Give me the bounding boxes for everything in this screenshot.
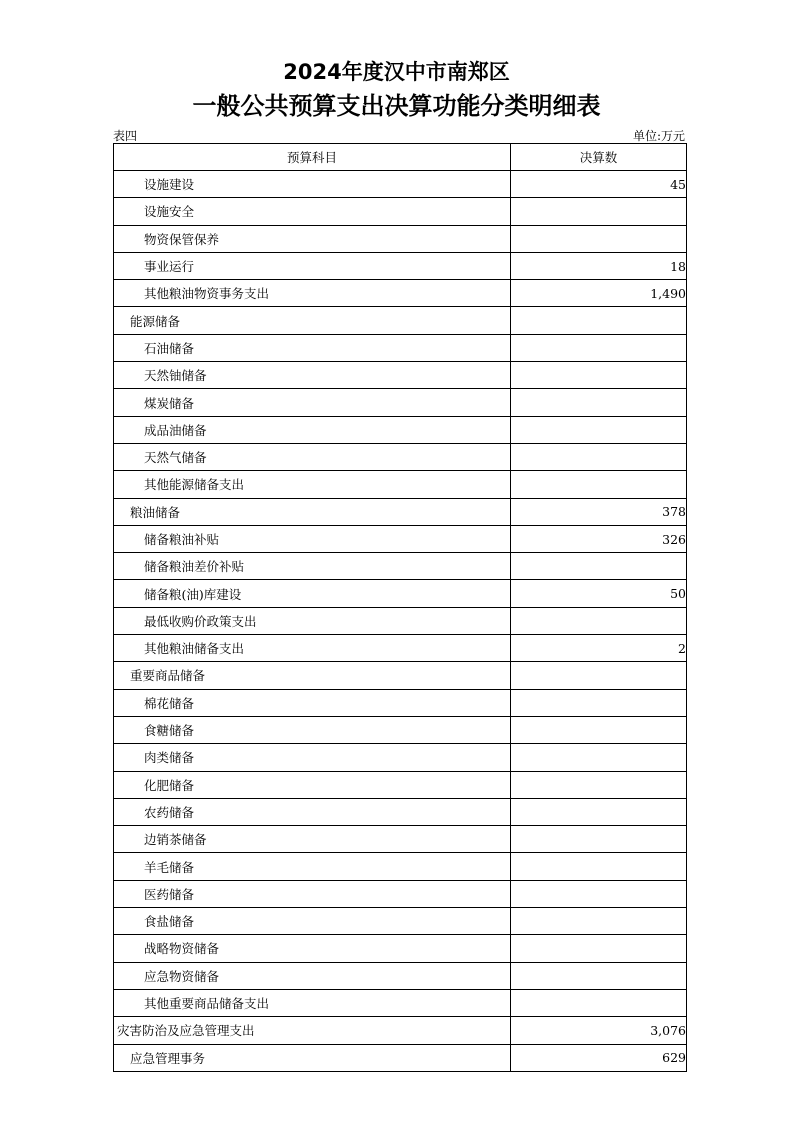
budget-item-name: 肉类储备: [114, 744, 511, 771]
budget-item-amount: 18: [511, 252, 687, 279]
budget-item-name: 天然铀储备: [114, 362, 511, 389]
budget-item-amount: [511, 607, 687, 634]
table-row: [114, 989, 687, 1016]
budget-item-amount: [511, 662, 687, 689]
budget-item-amount: [511, 771, 687, 798]
table-row: [114, 443, 687, 470]
budget-item-amount: [511, 198, 687, 225]
table-row: [114, 252, 687, 279]
table-row: [114, 389, 687, 416]
budget-item-amount: [511, 443, 687, 470]
budget-item-amount: [511, 225, 687, 252]
table-row: [114, 853, 687, 880]
budget-item-amount: [511, 716, 687, 743]
table-row: [114, 908, 687, 935]
budget-item-amount: [511, 908, 687, 935]
table-row: [114, 171, 687, 198]
budget-item-name: 战略物资储备: [114, 935, 511, 962]
budget-item-amount: [511, 362, 687, 389]
table-row: [114, 580, 687, 607]
table-row: [114, 689, 687, 716]
budget-item-amount: [511, 553, 687, 580]
budget-item-name: 边销茶储备: [114, 826, 511, 853]
budget-item-name: 灾害防治及应急管理支出: [114, 1017, 511, 1044]
table-row: [114, 334, 687, 361]
budget-item-amount: [511, 744, 687, 771]
budget-item-name: 煤炭储备: [114, 389, 511, 416]
budget-item-name: 食盐储备: [114, 908, 511, 935]
budget-item-name: 粮油储备: [114, 498, 511, 525]
table-row: [114, 880, 687, 907]
budget-item-name: 设施安全: [114, 198, 511, 225]
report-title-line1: 2024年度汉中市南郑区: [283, 60, 510, 84]
table-body: [114, 171, 687, 1072]
table-row: [114, 826, 687, 853]
budget-item-name: 设施建设: [114, 171, 511, 198]
budget-item-name: 食糖储备: [114, 716, 511, 743]
table-row: [114, 498, 687, 525]
table-row: [114, 771, 687, 798]
table-row: [114, 525, 687, 552]
table-row: [114, 962, 687, 989]
table-row: [114, 1017, 687, 1044]
budget-item-amount: [511, 880, 687, 907]
table-row: [114, 1044, 687, 1071]
budget-item-amount: 45: [511, 171, 687, 198]
budget-item-amount: 1,490: [511, 280, 687, 307]
budget-item-amount: 326: [511, 525, 687, 552]
table-row: [114, 553, 687, 580]
table-row: [114, 716, 687, 743]
budget-item-amount: [511, 962, 687, 989]
budget-item-amount: [511, 935, 687, 962]
budget-item-amount: [511, 334, 687, 361]
budget-item-amount: [511, 798, 687, 825]
table-row: [114, 280, 687, 307]
column-header-amount: 决算数: [511, 144, 687, 171]
table-row: [114, 607, 687, 634]
budget-item-amount: [511, 416, 687, 443]
budget-item-name: 事业运行: [114, 252, 511, 279]
budget-item-amount: [511, 989, 687, 1016]
table-row: [114, 416, 687, 443]
budget-item-name: 农药储备: [114, 798, 511, 825]
budget-item-name: 其他重要商品储备支出: [114, 989, 511, 1016]
table-row: [114, 198, 687, 225]
table-row: [114, 225, 687, 252]
budget-item-amount: 3,076: [511, 1017, 687, 1044]
table-row: [114, 798, 687, 825]
budget-item-name: 成品油储备: [114, 416, 511, 443]
table-row: [114, 635, 687, 662]
budget-item-name: 医药储备: [114, 880, 511, 907]
column-header-item: 预算科目: [114, 144, 511, 171]
budget-item-amount: 378: [511, 498, 687, 525]
budget-item-name: 其他粮油储备支出: [114, 635, 511, 662]
table-row: [114, 362, 687, 389]
budget-item-name: 最低收购价政策支出: [114, 607, 511, 634]
budget-item-name: 化肥储备: [114, 771, 511, 798]
budget-item-name: 天然气储备: [114, 443, 511, 470]
table-row: [114, 744, 687, 771]
unit-label: 单位:万元: [632, 129, 685, 143]
budget-item-amount: 2: [511, 635, 687, 662]
budget-item-name: 石油储备: [114, 334, 511, 361]
budget-item-name: 物资保管保养: [114, 225, 511, 252]
budget-item-name: 重要商品储备: [114, 662, 511, 689]
table-number-label: 表四: [113, 129, 138, 143]
budget-item-name: 储备粮油差价补贴: [114, 553, 511, 580]
budget-item-amount: [511, 471, 687, 498]
table-header-row: [114, 144, 687, 171]
budget-item-amount: [511, 307, 687, 334]
budget-item-name: 羊毛储备: [114, 853, 511, 880]
table-row: [114, 307, 687, 334]
budget-item-name: 其他能源储备支出: [114, 471, 511, 498]
budget-item-name: 储备粮(油)库建设: [114, 580, 511, 607]
budget-item-amount: 50: [511, 580, 687, 607]
budget-item-amount: [511, 689, 687, 716]
budget-item-amount: [511, 853, 687, 880]
budget-item-name: 应急管理事务: [114, 1044, 511, 1071]
budget-item-amount: 629: [511, 1044, 687, 1071]
report-title-line2: 一般公共预算支出决算功能分类明细表: [192, 92, 601, 120]
budget-table: [113, 143, 687, 1072]
budget-item-name: 棉花储备: [114, 689, 511, 716]
budget-item-name: 其他粮油物资事务支出: [114, 280, 511, 307]
budget-item-name: 应急物资储备: [114, 962, 511, 989]
budget-item-amount: [511, 826, 687, 853]
budget-item-amount: [511, 389, 687, 416]
budget-item-name: 能源储备: [114, 307, 511, 334]
table-row: [114, 471, 687, 498]
table-row: [114, 935, 687, 962]
budget-item-name: 储备粮油补贴: [114, 525, 511, 552]
table-row: [114, 662, 687, 689]
